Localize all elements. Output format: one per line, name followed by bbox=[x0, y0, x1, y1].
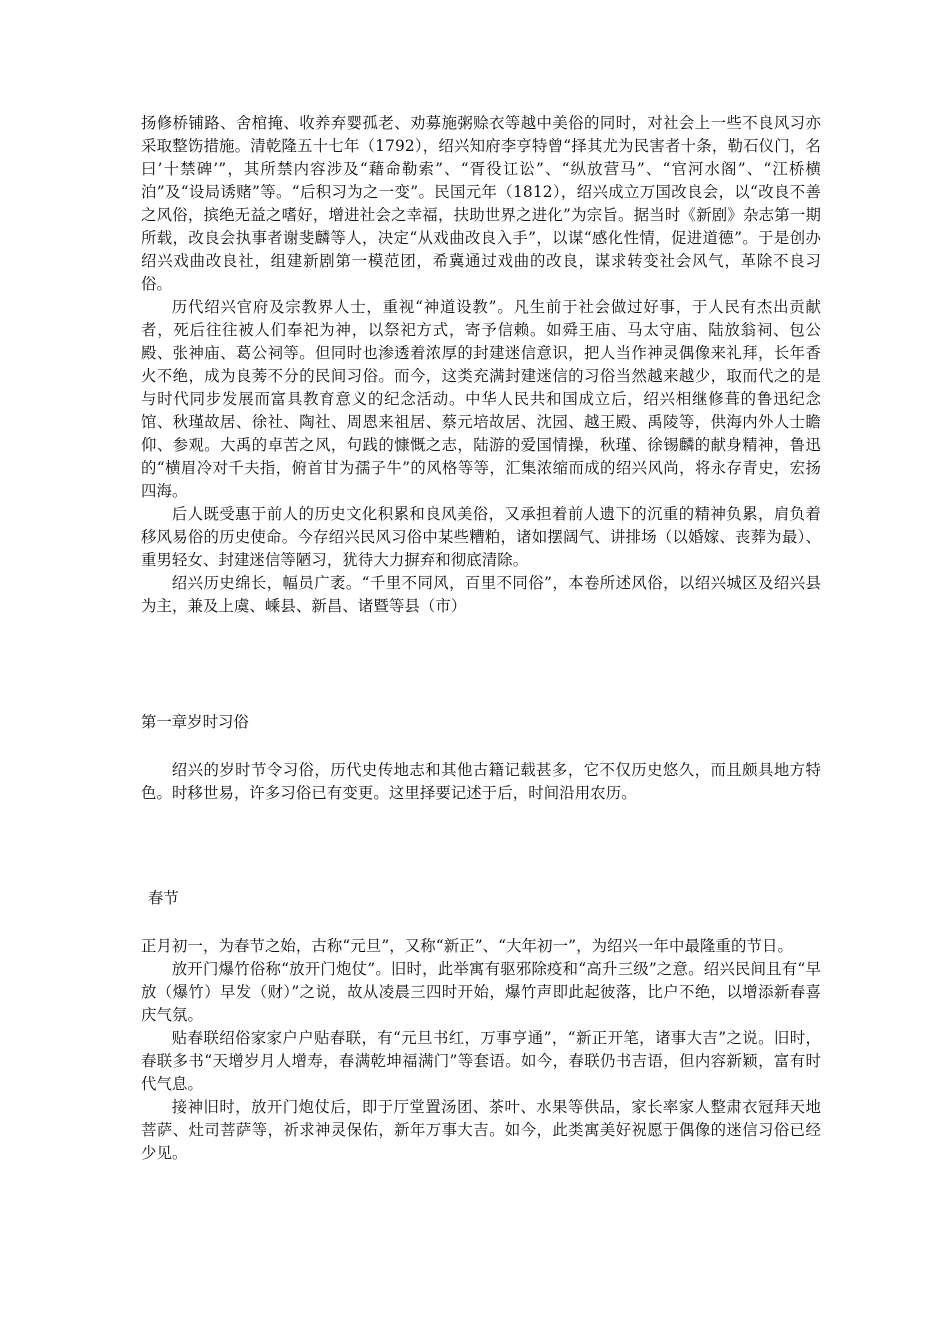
section-paragraph-4: 接神旧时，放开门炮仗后，即于厅堂置汤团、茶叶、水果等供品，家长率家人整肃衣冠拜天地菩萨、灶司菩萨等，祈求神灵保佑，新年万事大吉。如今，此类寓美好祝愿于偶像的迷信习俗已经少见。 bbox=[141, 1098, 821, 1162]
chapter-intro-paragraph: 绍兴的岁时节令习俗，历代史传地志和其他古籍记载甚多，它不仅历史悠久，而且颇具地方特色。时移世易，许多习俗已有变更。这里择要记述于后，时间沿用农历。 bbox=[141, 761, 821, 802]
intro-paragraph-4: 绍兴历史绵长，幅员广袤。“千里不同风，百里不同俗”，本卷所述风俗，以绍兴城区及绍兴县为主，兼及上虞、嵊县、新昌、诸暨等县（市） bbox=[141, 574, 821, 615]
chapter-intro-section bbox=[141, 759, 821, 805]
chapter-title: 第一章岁时习俗 bbox=[141, 713, 249, 731]
intro-section bbox=[141, 112, 821, 618]
section-title: 春节 bbox=[148, 889, 179, 907]
section-paragraph-2: 放开门爆竹俗称“放开门炮仗”。旧时，此举寓有驱邪除疫和“高升三级”之意。绍兴民间且有“早放（爆竹）早发（财）”之说，故从凌晨三四时开始，爆竹声即此起彼落，比户不绝，以增添新春喜庆气氛。 bbox=[141, 960, 821, 1024]
section-paragraph-3: 贴春联绍俗家家户户贴春联，有“元旦书红，万事亨通”，“新正开笔，诸事大吉”之说。旧时，春联多书“天增岁月人增寿，春满乾坤福满门”等套语。如今，春联仍书吉语，但内容新颖，富有时代气息。 bbox=[141, 1029, 821, 1093]
intro-paragraph-3: 后人既受惠于前人的历史文化积累和良风美俗，又承担着前人遗下的沉重的精神负累，肩负着移风易俗的历史使命。今存绍兴民风习俗中某些糟粕，诸如摆阔气、讲排场（以婚嫁、丧葬为最）、重男轻女、封建迷信等陋习，犹待大力摒弃和彻底清除。 bbox=[141, 505, 821, 569]
section-paragraph-1: 正月初一，为春节之始，古称“元旦”，又称“新正”、“大年初一”，为绍兴一年中最隆重的节日。 bbox=[141, 937, 793, 955]
intro-paragraph-1: 扬修桥铺路、舍棺掩、收养弃婴孤老、劝募施粥赊衣等越中美俗的同时，对社会上一些不良风习亦采取整饬措施。清乾隆五十七年（1792），绍兴知府李亨特曾“择其尤为民害者十条，勒石仪门，名曰’十禁碑’”，其所禁内容涉及“藉命勒索”、“胥役讧讼”、“纵放营马”、“官河水阁”、“江桥横泊”及“设局诱赌”等。“后积习为之一变”。民国元年（1812），绍兴成立万国改良会，以“改良不善之风俗，摈绝无益之嗜好，增进社会之幸福，扶助世界之进化”为宗旨。据当时《新剧》杂志第一期所载，改良会执事者谢斐麟等人，决定“从戏曲改良入手”，以谋“感化性情，促进道德”。于是创办绍兴戏曲改良社，组建新剧第一模范团，希冀通过戏曲的改良，谋求转变社会风气，革除不良习俗。 bbox=[141, 114, 821, 293]
spring-festival-section bbox=[141, 935, 821, 1165]
intro-paragraph-2: 历代绍兴官府及宗教界人士，重视“神道设教”。凡生前于社会做过好事，于人民有杰出贡献者，死后往往被人们奉祀为神，以祭祀方式，寄予信赖。如舜王庙、马太守庙、陆放翁祠、包公殿、张神庙、葛公祠等。但同时也渗透着浓厚的封建迷信意识，把人当作神灵偶像来礼拜，长年香火不绝，成为良莠不分的民间习俗。而今，这类充满封建迷信的习俗当然越来越少，取而代之的是与时代同步发展而富具教育意义的纪念活动。中华人民共和国成立后，绍兴相继修葺的鲁迅纪念馆、秋瑾故居、徐社、陶社、周恩来祖居、蔡元培故居、沈园、越王殿、禹陵等，供海内外人士瞻仰、参观。大禹的卓苦之风，句践的慷慨之志，陆游的爱国情操，秋瑾、徐锡麟的献身精神，鲁迅的“横眉冷对千夫指，俯首甘为孺子牛”的风格等等，汇集浓缩而成的绍兴风尚，将永存青史，宏扬四海。 bbox=[141, 298, 821, 500]
